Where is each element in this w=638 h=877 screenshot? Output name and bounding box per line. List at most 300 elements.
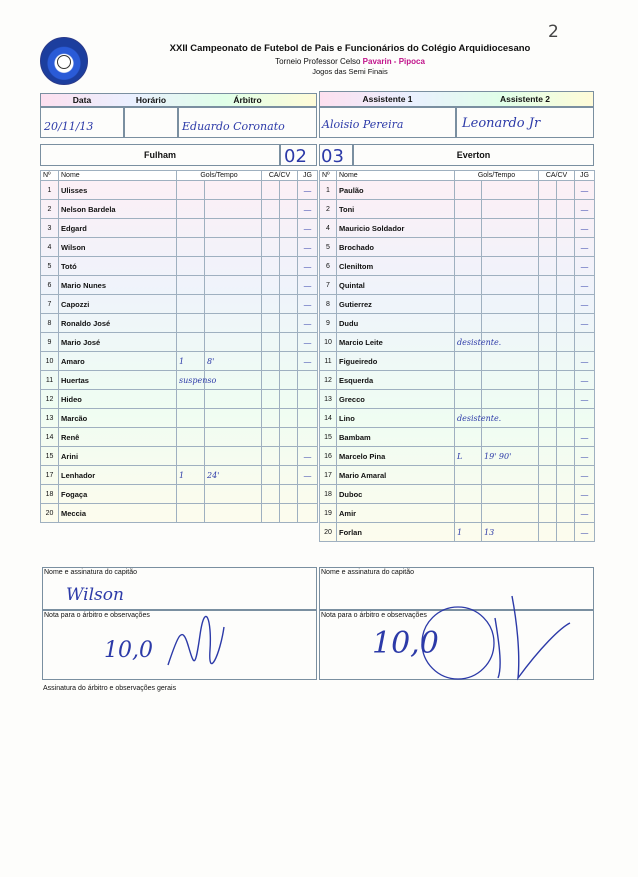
home-player-row (41, 352, 318, 371)
home-roster-table (40, 170, 318, 523)
games-played-mark (298, 390, 318, 409)
home-captain-label: Nome e assinatura do capitão (44, 569, 137, 576)
goal-count: desistente. (455, 333, 482, 352)
time-label: Horário (135, 95, 167, 105)
goal-count (177, 276, 205, 295)
player-number: 10 (320, 333, 337, 352)
player-number: 11 (41, 371, 59, 390)
goal-time (205, 447, 262, 466)
player-number: 9 (320, 314, 337, 333)
games-played-mark (298, 485, 318, 504)
yellow-card-cell (262, 333, 280, 352)
player-name: Bambam (337, 428, 455, 447)
red-card-cell (557, 314, 575, 333)
goal-count (455, 276, 482, 295)
away-player-row (320, 333, 595, 352)
home-captain-signature: Wilson (66, 585, 124, 605)
goal-time (482, 238, 539, 257)
red-card-cell (280, 409, 298, 428)
red-card-cell (557, 523, 575, 542)
red-card-cell (557, 428, 575, 447)
games-played-mark: — (575, 181, 595, 200)
goal-time (205, 238, 262, 257)
player-number: 7 (320, 276, 337, 295)
goal-time: 24' (205, 466, 262, 485)
red-card-cell (557, 257, 575, 276)
games-played-mark (298, 371, 318, 390)
goal-count (455, 371, 482, 390)
player-number: 14 (320, 409, 337, 428)
page-number: 2 (548, 22, 559, 42)
red-card-cell (280, 371, 298, 390)
games-played-mark: — (298, 181, 318, 200)
player-name: Quintal (337, 276, 455, 295)
games-played-mark: — (575, 485, 595, 504)
away-player-row (320, 181, 595, 200)
red-card-cell (280, 295, 298, 314)
goal-count (455, 428, 482, 447)
games-played-mark: — (575, 276, 595, 295)
red-card-cell (280, 257, 298, 276)
yellow-card-cell (262, 504, 280, 523)
goal-count (455, 485, 482, 504)
player-name: Totó (59, 257, 177, 276)
goal-count (455, 352, 482, 371)
goal-time: 19' 90' (482, 447, 539, 466)
player-number: 8 (320, 295, 337, 314)
player-name: Lenhador (59, 466, 177, 485)
away-player-row (320, 371, 595, 390)
goal-count: 1 (177, 466, 205, 485)
yellow-card-cell (262, 295, 280, 314)
away-player-row (320, 447, 595, 466)
document-subtitle: Torneio Professor Celso Pavarin - Pipoca (275, 57, 425, 66)
yellow-card-cell (262, 466, 280, 485)
games-played-mark: — (298, 352, 318, 371)
goals-column-header: Gols/Tempo (177, 171, 262, 181)
games-played-mark: — (575, 428, 595, 447)
away-player-row (320, 390, 595, 409)
soccer-ball-icon (57, 55, 71, 69)
games-played-mark: — (575, 219, 595, 238)
away-player-row (320, 276, 595, 295)
yellow-card-cell (539, 523, 557, 542)
goal-count (177, 314, 205, 333)
red-card-cell (557, 219, 575, 238)
goal-count (177, 485, 205, 504)
player-name: Ronaldo José (59, 314, 177, 333)
assistant2-value: Leonardo Jr (462, 116, 541, 131)
away-team-name: Everton (456, 150, 491, 160)
player-number: 2 (41, 200, 59, 219)
player-name: Hideo (59, 390, 177, 409)
games-played-mark: — (575, 390, 595, 409)
player-number: 12 (41, 390, 59, 409)
goal-count (455, 238, 482, 257)
away-player-row (320, 409, 595, 428)
player-name: Marcão (59, 409, 177, 428)
cards-column-header: CA/CV (539, 171, 575, 181)
yellow-card-cell (262, 447, 280, 466)
jg-column-header: JG (575, 171, 595, 181)
num-column-header: Nº (320, 171, 337, 181)
red-card-cell (280, 219, 298, 238)
player-name: Marcio Leite (337, 333, 455, 352)
goal-time (482, 352, 539, 371)
red-card-cell (280, 390, 298, 409)
player-name: Edgard (59, 219, 177, 238)
away-player-row (320, 257, 595, 276)
red-card-cell (280, 181, 298, 200)
goal-count (455, 200, 482, 219)
games-played-mark (298, 428, 318, 447)
games-played-mark: — (575, 523, 595, 542)
player-name: Paulão (337, 181, 455, 200)
games-played-mark: — (298, 219, 318, 238)
goal-count (177, 447, 205, 466)
player-number: 3 (41, 219, 59, 238)
red-card-cell (557, 447, 575, 466)
home-player-row (41, 371, 318, 390)
yellow-card-cell (262, 314, 280, 333)
red-card-cell (557, 333, 575, 352)
yellow-card-cell (539, 181, 557, 200)
tournament-logo (40, 37, 88, 85)
goal-time (482, 200, 539, 219)
goal-time (205, 314, 262, 333)
goal-count: 1 (177, 352, 205, 371)
home-referee-signature (160, 615, 230, 675)
games-played-mark: — (575, 238, 595, 257)
games-played-mark: — (575, 200, 595, 219)
goal-count: L (455, 447, 482, 466)
away-player-row (320, 238, 595, 257)
home-player-row (41, 409, 318, 428)
away-player-row (320, 314, 595, 333)
red-card-cell (557, 295, 575, 314)
home-player-row (41, 295, 318, 314)
player-name: Toni (337, 200, 455, 219)
goal-time (482, 314, 539, 333)
goal-time (482, 257, 539, 276)
date-value: 20/11/13 (44, 120, 94, 133)
player-number: 6 (320, 257, 337, 276)
red-card-cell (280, 276, 298, 295)
away-player-row (320, 428, 595, 447)
goal-count (177, 295, 205, 314)
away-player-row (320, 200, 595, 219)
name-column-header: Nome (59, 171, 177, 181)
player-name: Fogaça (59, 485, 177, 504)
footer-label: Assinatura do árbitro e observações gerais (43, 685, 177, 692)
games-played-mark: — (575, 447, 595, 466)
player-number: 1 (320, 181, 337, 200)
player-number: 10 (41, 352, 59, 371)
goal-count (177, 428, 205, 447)
games-played-mark: — (298, 200, 318, 219)
goal-count (455, 504, 482, 523)
player-number: 20 (41, 504, 59, 523)
red-card-cell (280, 352, 298, 371)
goal-count (177, 181, 205, 200)
away-roster-table (319, 170, 595, 542)
player-number: 19 (320, 504, 337, 523)
assistant1-label: Assistente 1 (362, 94, 413, 104)
away-player-row (320, 485, 595, 504)
goal-count (455, 219, 482, 238)
home-team-name: Fulham (143, 150, 176, 160)
assistant1-value: Aloisio Pereira (322, 118, 404, 131)
yellow-card-cell (539, 219, 557, 238)
goal-count (177, 333, 205, 352)
red-card-cell (280, 466, 298, 485)
red-card-cell (557, 390, 575, 409)
player-name: Mario Nunes (59, 276, 177, 295)
yellow-card-cell (262, 238, 280, 257)
player-name: Huertas (59, 371, 177, 390)
player-number: 8 (41, 314, 59, 333)
goal-time (482, 181, 539, 200)
player-number: 15 (320, 428, 337, 447)
yellow-card-cell (262, 485, 280, 504)
games-played-mark: — (575, 371, 595, 390)
home-player-row (41, 219, 318, 238)
home-player-row (41, 390, 318, 409)
away-score: 03 (321, 146, 344, 167)
cards-column-header: CA/CV (262, 171, 298, 181)
player-number: 5 (41, 257, 59, 276)
time-box (124, 107, 178, 138)
player-number: 18 (41, 485, 59, 504)
away-player-row (320, 219, 595, 238)
stage-label: Jogos das Semi Finais (312, 67, 388, 76)
goal-time: 13 (482, 523, 539, 542)
player-number: 6 (41, 276, 59, 295)
goal-time: 8' (205, 352, 262, 371)
yellow-card-cell (539, 257, 557, 276)
yellow-card-cell (539, 200, 557, 219)
games-played-mark (298, 504, 318, 523)
yellow-card-cell (539, 333, 557, 352)
player-number: 2 (320, 200, 337, 219)
games-played-mark (298, 409, 318, 428)
goal-time (205, 333, 262, 352)
red-card-cell (557, 485, 575, 504)
player-name: Dudu (337, 314, 455, 333)
player-name: Forlan (337, 523, 455, 542)
yellow-card-cell (262, 257, 280, 276)
red-card-cell (557, 409, 575, 428)
player-name: Arini (59, 447, 177, 466)
goals-column-header: Gols/Tempo (455, 171, 539, 181)
home-player-row (41, 447, 318, 466)
player-number: 20 (320, 523, 337, 542)
yellow-card-cell (539, 371, 557, 390)
player-number: 16 (320, 447, 337, 466)
player-number: 5 (320, 238, 337, 257)
player-number: 18 (320, 485, 337, 504)
yellow-card-cell (539, 409, 557, 428)
goal-count (177, 504, 205, 523)
games-played-mark: — (575, 295, 595, 314)
jg-column-header: JG (298, 171, 318, 181)
goal-time (482, 371, 539, 390)
player-name: Esquerda (337, 371, 455, 390)
games-played-mark: — (298, 257, 318, 276)
yellow-card-cell (539, 238, 557, 257)
player-number: 12 (320, 371, 337, 390)
red-card-cell (280, 333, 298, 352)
red-card-cell (557, 371, 575, 390)
player-number: 7 (41, 295, 59, 314)
player-name: Figueiredo (337, 352, 455, 371)
player-number: 13 (41, 409, 59, 428)
goal-count: suspenso (177, 371, 205, 390)
player-name: Meccia (59, 504, 177, 523)
goal-time (482, 466, 539, 485)
yellow-card-cell (262, 371, 280, 390)
yellow-card-cell (262, 276, 280, 295)
goal-count (455, 295, 482, 314)
games-played-mark: — (298, 333, 318, 352)
yellow-card-cell (539, 447, 557, 466)
home-note-grade: 10,0 (104, 638, 153, 663)
player-number: 4 (41, 238, 59, 257)
goal-time (482, 276, 539, 295)
yellow-card-cell (539, 352, 557, 371)
games-played-mark: — (575, 314, 595, 333)
red-card-cell (557, 504, 575, 523)
player-name: Nelson Bardela (59, 200, 177, 219)
goal-count (177, 409, 205, 428)
away-player-row (320, 504, 595, 523)
player-number: 17 (41, 466, 59, 485)
assistant2-label: Assistente 2 (499, 94, 551, 104)
games-played-mark: — (298, 466, 318, 485)
goal-time (205, 181, 262, 200)
home-player-row (41, 504, 318, 523)
player-name: Renê (59, 428, 177, 447)
player-number: 11 (320, 352, 337, 371)
red-card-cell (557, 238, 575, 257)
name-column-header: Nome (337, 171, 455, 181)
goal-time (482, 390, 539, 409)
player-number: 14 (41, 428, 59, 447)
home-roster-header (41, 171, 318, 181)
yellow-card-cell (262, 390, 280, 409)
player-number: 4 (320, 219, 337, 238)
goal-count (177, 257, 205, 276)
away-player-row (320, 352, 595, 371)
yellow-card-cell (262, 352, 280, 371)
games-played-mark: — (298, 314, 318, 333)
red-card-cell (557, 181, 575, 200)
yellow-card-cell (262, 219, 280, 238)
yellow-card-cell (262, 200, 280, 219)
red-card-cell (557, 352, 575, 371)
goal-time (205, 504, 262, 523)
home-player-row (41, 466, 318, 485)
goal-count (455, 257, 482, 276)
player-name: Amaro (59, 352, 177, 371)
player-name: Gutierrez (337, 295, 455, 314)
away-player-row (320, 295, 595, 314)
player-name: Lino (337, 409, 455, 428)
away-player-row (320, 523, 595, 542)
games-played-mark: — (298, 295, 318, 314)
goal-count (455, 466, 482, 485)
yellow-card-cell (539, 428, 557, 447)
goal-time (205, 485, 262, 504)
goal-time (482, 219, 539, 238)
away-note-grade: 10,0 (372, 626, 439, 661)
red-card-cell (280, 314, 298, 333)
document-title: XXII Campeonato de Futebol de Pais e Funcionários do Colégio Arquidiocesano (169, 43, 531, 54)
away-notes-label: Nota para o árbitro e observações (321, 612, 427, 619)
goal-time (205, 276, 262, 295)
yellow-card-cell (262, 428, 280, 447)
player-number: 17 (320, 466, 337, 485)
referee-value: Eduardo Coronato (182, 120, 285, 133)
home-notes-label: Nota para o árbitro e observações (44, 612, 150, 619)
player-number: 1 (41, 181, 59, 200)
player-number: 9 (41, 333, 59, 352)
goal-count: 1 (455, 523, 482, 542)
player-name: Brochado (337, 238, 455, 257)
red-card-cell (557, 200, 575, 219)
player-number: 15 (41, 447, 59, 466)
player-number: 13 (320, 390, 337, 409)
goal-count (455, 314, 482, 333)
num-column-header: Nº (41, 171, 59, 181)
goal-time (205, 409, 262, 428)
player-name: Marcelo Pina (337, 447, 455, 466)
yellow-card-cell (539, 466, 557, 485)
red-card-cell (280, 238, 298, 257)
goal-time (482, 428, 539, 447)
red-card-cell (280, 504, 298, 523)
yellow-card-cell (539, 485, 557, 504)
red-card-cell (280, 447, 298, 466)
date-label: Data (72, 95, 92, 105)
player-name: Grecco (337, 390, 455, 409)
games-played-mark (575, 333, 595, 352)
red-card-cell (280, 200, 298, 219)
yellow-card-cell (539, 295, 557, 314)
goal-count (177, 200, 205, 219)
goal-count (455, 390, 482, 409)
yellow-card-cell (262, 181, 280, 200)
goal-count: desistente. (455, 409, 482, 428)
games-played-mark: — (298, 447, 318, 466)
yellow-card-cell (539, 314, 557, 333)
goal-time (482, 485, 539, 504)
red-card-cell (557, 466, 575, 485)
home-player-row (41, 200, 318, 219)
games-played-mark: — (575, 504, 595, 523)
goal-time (205, 428, 262, 447)
home-player-row (41, 428, 318, 447)
games-played-mark: — (298, 276, 318, 295)
games-played-mark: — (575, 352, 595, 371)
goal-count (455, 181, 482, 200)
player-name: Ulisses (59, 181, 177, 200)
goal-time (205, 200, 262, 219)
away-roster-header (320, 171, 595, 181)
goal-count (177, 390, 205, 409)
home-player-row (41, 333, 318, 352)
home-player-row (41, 238, 318, 257)
